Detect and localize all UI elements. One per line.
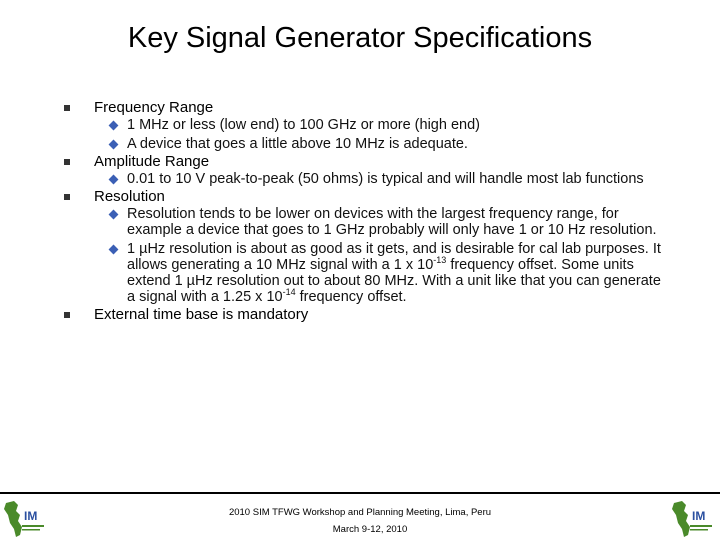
sub-bullet — [94, 241, 664, 305]
exponent: -14 — [282, 287, 296, 297]
sub-bullet-text — [127, 241, 661, 305]
bullet-text: External time base is mandatory — [94, 306, 309, 323]
diamond-bullet-icon — [109, 210, 119, 220]
bullet-text: Frequency Range — [94, 99, 214, 116]
sub-bullet — [94, 171, 664, 187]
sub-bullet — [94, 206, 664, 238]
slide-title: Key Signal Generator Specifications — [127, 22, 593, 54]
square-bullet-icon — [64, 159, 70, 165]
diamond-bullet-icon — [109, 175, 119, 185]
sub-bullet-text: Resolution tends to be lower on devices with the largest frequency range, for example a device that goes to 1 GHz probably will only have 1 or 10 Hz resolution. — [127, 206, 657, 238]
text-part: frequency offset. Some units extend 1 µHz resolution out to about 80 MHz. With a unit like that you can generate a signal with a 1.25 x 10 — [127, 257, 661, 305]
sub-bullet-text: A device that goes a little above 10 MHz is adequate. — [127, 136, 468, 152]
svg-text:IM: IM — [692, 509, 706, 523]
sub-bullet — [94, 136, 664, 152]
bullet-resolution — [64, 187, 664, 305]
svg-text:IM: IM — [24, 509, 38, 523]
sub-bullet-text: 1 MHz or less (low end) to 100 GHz or more (high end) — [127, 117, 480, 133]
footer-date: March 9-12, 2010 — [332, 524, 408, 535]
bullet-frequency-range — [64, 98, 664, 152]
sub-bullet — [94, 117, 664, 133]
bullet-text: Resolution — [94, 188, 165, 205]
text-part: 1 µHz resolution is about as good as it gets, and is desirable for cal lab purposes. It allows generating a 10 MHz signal with a 1 x 10 — [127, 241, 661, 273]
bullet-external-time-base — [64, 305, 664, 324]
square-bullet-icon — [64, 105, 70, 111]
sim-logo-icon — [670, 499, 716, 539]
exponent: -13 — [433, 255, 447, 265]
sub-bullet-text: 0.01 to 10 V peak-to-peak (50 ohms) is typical and will handle most lab functions — [127, 171, 644, 187]
bullet-text: Amplitude Range — [94, 153, 210, 170]
diamond-bullet-icon — [109, 121, 119, 131]
bullet-list — [64, 98, 664, 324]
footer-divider — [0, 492, 720, 494]
footer-event: 2010 SIM TFWG Workshop and Planning Meeting, Lima, Peru — [228, 507, 492, 518]
diamond-bullet-icon — [109, 140, 119, 150]
square-bullet-icon — [64, 312, 70, 318]
diamond-bullet-icon — [109, 245, 119, 255]
text-part: frequency offset. — [295, 289, 407, 305]
bullet-amplitude-range — [64, 152, 664, 187]
square-bullet-icon — [64, 194, 70, 200]
